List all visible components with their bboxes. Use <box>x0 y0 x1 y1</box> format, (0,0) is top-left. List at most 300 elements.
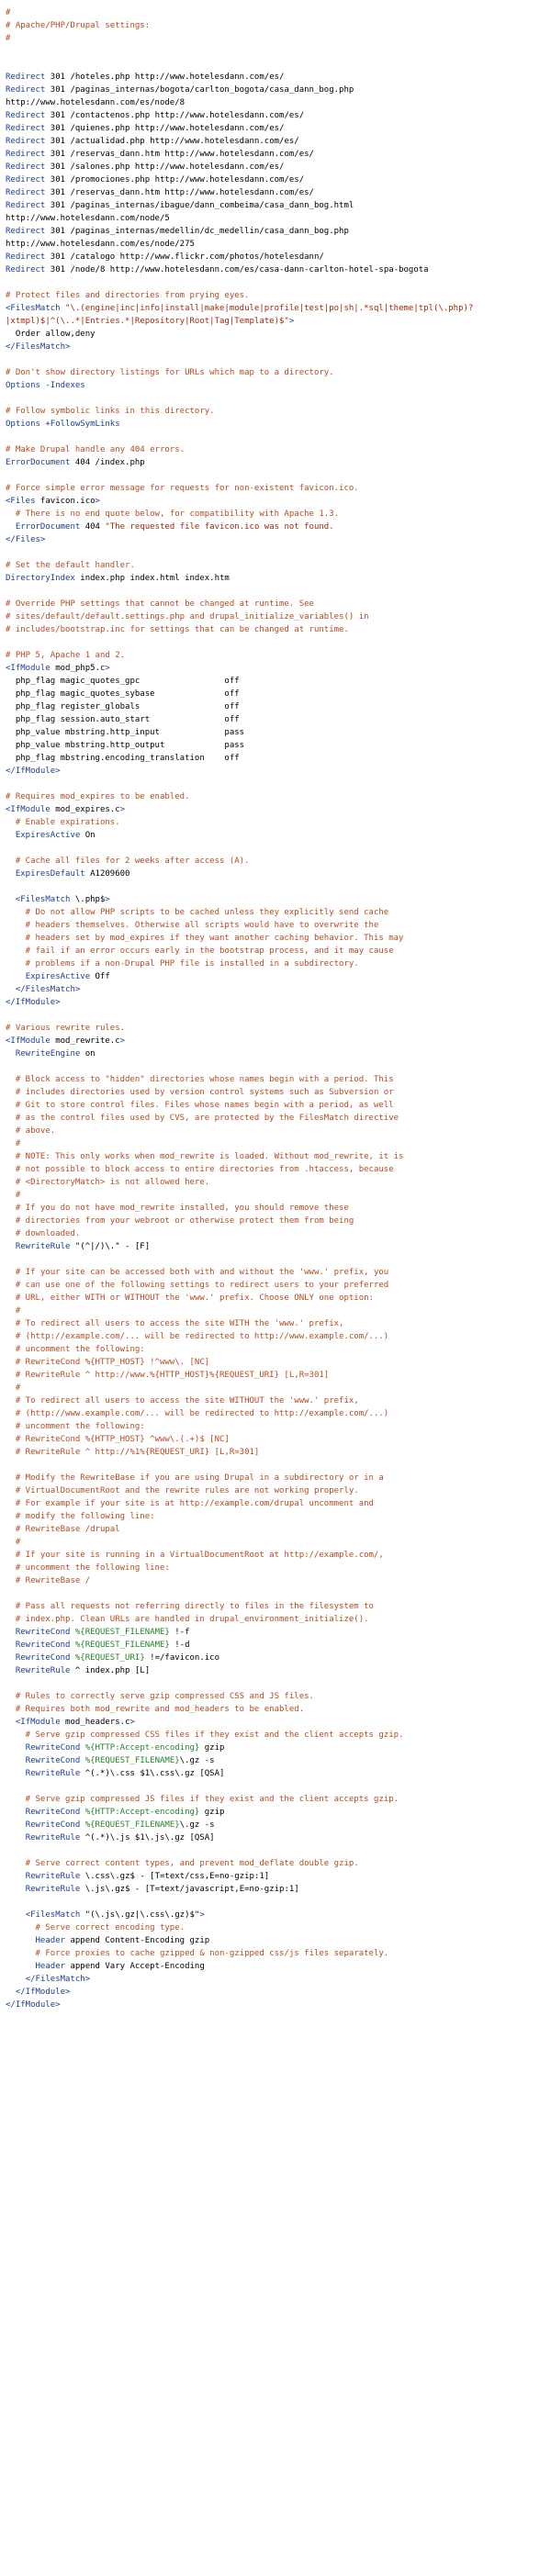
code-token-comment: # Block access to "hidden" directories whose names begin with a period. This <box>6 1075 394 1084</box>
code-token-text <box>6 1628 16 1637</box>
code-line <box>6 932 551 945</box>
code-token-text: php_flag register_globals off <box>6 702 240 711</box>
code-token-text: !-d <box>169 1641 190 1650</box>
code-token-comment: # includes/bootstrap.inc for settings that can be changed at runtime. <box>6 625 349 634</box>
code-token-directive: Redirect <box>6 227 46 236</box>
code-line <box>6 623 551 636</box>
code-token-comment: # Apache/PHP/Drupal settings: <box>6 21 151 30</box>
code-line <box>6 1009 551 1022</box>
code-token-text <box>6 1641 16 1650</box>
code-line <box>6 45 551 58</box>
code-line <box>6 1227 551 1240</box>
code-token-directive: RewriteRule <box>15 1242 71 1251</box>
code-token-directive: ErrorDocument <box>6 458 71 467</box>
code-token-comment: # (http://www.example.com/... will be redirected to http://example.com/...) <box>6 1409 389 1418</box>
code-line <box>6 713 551 726</box>
code-token-text: 301 /reservas_dann.htm http://www.hotelesdann.com/es/ <box>45 150 314 159</box>
code-token-text <box>6 1885 26 1894</box>
code-line <box>6 1536 551 1549</box>
code-line <box>6 688 551 700</box>
code-token-variable: %{HTTP:Accept-encoding} <box>84 1808 200 1817</box>
code-line <box>6 970 551 983</box>
code-line <box>6 1266 551 1279</box>
code-token-text <box>6 1962 36 1971</box>
code-line <box>6 1420 551 1433</box>
code-line <box>6 315 551 328</box>
code-token-text: append Vary Accept-Encoding <box>65 1962 205 1971</box>
code-token-variable: %{REQUEST_FILENAME} <box>74 1641 170 1650</box>
code-line <box>6 546 551 559</box>
code-token-comment: # If your site can be accessed both with and without the 'www.' prefix, you <box>6 1268 389 1277</box>
code-line <box>6 778 551 790</box>
code-token-comment: # headers set by mod_expires if they want another caching behavior. This may <box>6 934 404 943</box>
code-token-text <box>6 1653 16 1663</box>
code-line <box>6 1754 551 1767</box>
code-line <box>6 1857 551 1870</box>
code-line <box>6 6 551 19</box>
code-line <box>6 1305 551 1317</box>
code-token-text: php_flag mbstring.encoding_translation off <box>6 754 240 763</box>
code-token-comment: # Serve correct encoding type. <box>6 1923 186 1932</box>
code-token-directive: > <box>119 805 126 814</box>
code-token-directive: <FilesMatch <box>6 304 61 313</box>
code-token-string: "The requested file favicon.ico was not found. <box>105 522 334 532</box>
code-token-text: 301 /quienes.php http://www.hotelesdann.com/es/ <box>45 124 285 133</box>
code-line <box>6 559 551 572</box>
code-token-text: ^(.*)\.css $1\.css\.gz [QSA] <box>80 1769 225 1778</box>
code-token-text: !=/favicon.ico <box>144 1653 220 1663</box>
code-line <box>6 700 551 713</box>
code-line <box>6 456 551 469</box>
code-line <box>6 1330 551 1343</box>
code-line <box>6 842 551 855</box>
code-token-text: php_flag magic_quotes_sybase off <box>6 689 240 699</box>
code-line <box>6 161 551 174</box>
code-line <box>6 418 551 431</box>
code-token-text: mod_php5.c <box>50 664 106 673</box>
code-token-text <box>6 1242 16 1251</box>
code-token-text <box>6 1718 16 1727</box>
code-line <box>6 431 551 443</box>
code-token-comment: # index.php. Clean URLs are handled in drupal_environment_initialize(). <box>6 1615 369 1624</box>
code-line <box>6 1574 551 1587</box>
code-token-text: gzip <box>199 1808 225 1817</box>
code-token-directive: Header <box>35 1936 66 1945</box>
code-token-text: append Content-Encoding gzip <box>65 1936 210 1945</box>
code-line <box>6 1022 551 1035</box>
code-line <box>6 328 551 341</box>
code-line <box>6 1099 551 1112</box>
code-line <box>6 1137 551 1150</box>
code-line <box>6 1253 551 1266</box>
code-line <box>6 855 551 868</box>
code-line <box>6 945 551 958</box>
code-line <box>6 585 551 598</box>
code-token-comment: # RewriteRule ^ http://%1%{REQUEST_URI} [L,R=301] <box>6 1448 260 1457</box>
code-token-text <box>6 1808 26 1817</box>
code-token-text: gzip <box>199 1743 225 1753</box>
code-line <box>6 71 551 84</box>
code-token-text: ^(.*)\.js $1\.js\.gz [QSA] <box>80 1833 215 1842</box>
code-token-directive: +FollowSymLinks <box>45 420 120 429</box>
code-line <box>6 996 551 1009</box>
code-token-directive: Redirect <box>6 85 46 95</box>
code-token-comment: # Force proxies to cache gzipped & non-gzipped css/js files separately. <box>6 1949 389 1958</box>
code-line <box>6 1742 551 1754</box>
code-token-text: http://www.hotelesdann.com/es/node/275 <box>6 240 195 249</box>
code-token-text: favicon.ico <box>35 497 96 506</box>
code-token-text: 301 /catalogo http://www.flickr.com/photos/hotelesdann/ <box>45 252 324 262</box>
code-token-text: 404 /index.php <box>70 458 145 467</box>
code-line <box>6 1497 551 1510</box>
code-token-comment: # Do not allow PHP scripts to be cached unless they explicitly send cache <box>6 908 389 917</box>
code-token-text: php_value mbstring.http_input pass <box>6 728 245 737</box>
code-token-comment: # sites/default/default.settings.php and drupal_initialize_variables() in <box>6 612 369 622</box>
code-token-text: mod_rewrite.c <box>50 1036 120 1046</box>
code-token-directive: RewriteCond <box>15 1641 71 1650</box>
code-token-directive: > <box>129 1718 135 1727</box>
code-line <box>6 1664 551 1677</box>
code-token-text <box>6 1820 26 1830</box>
code-line <box>6 1729 551 1742</box>
code-line <box>6 880 551 893</box>
code-line <box>6 1613 551 1626</box>
code-token-directive: > <box>95 497 100 506</box>
code-token-text <box>6 1833 26 1842</box>
code-line <box>6 1073 551 1086</box>
code-token-text <box>6 1988 16 1997</box>
code-line <box>6 212 551 225</box>
code-token-directive: > <box>119 1036 126 1046</box>
code-token-directive: </Files> <box>6 535 46 544</box>
code-token-directive: RewriteCond <box>25 1756 81 1765</box>
code-token-comment: # <box>6 8 11 17</box>
code-token-directive: Redirect <box>6 124 46 133</box>
code-line <box>6 495 551 508</box>
code-token-text: php_value mbstring.http_output pass <box>6 741 245 750</box>
code-token-comment: # Don't show directory listings for URLs which map to a directory. <box>6 368 334 377</box>
code-token-comment: # Serve correct content types, and prevent mod_deflate double gzip. <box>6 1859 359 1868</box>
code-token-comment: # Protect files and directories from prying eyes. <box>6 291 250 300</box>
code-line <box>6 341 551 353</box>
code-line <box>6 1639 551 1652</box>
code-line <box>6 1793 551 1806</box>
code-line <box>6 1292 551 1305</box>
code-token-comment: # To redirect all users to access the site WITHOUT the 'www.' prefix, <box>6 1396 359 1406</box>
code-token-text: mod_headers.c <box>60 1718 130 1727</box>
code-token-text: "(\.js\.gz|\.css\.gz)$" <box>80 1910 200 1920</box>
code-token-text <box>6 1975 26 1984</box>
code-token-directive: <IfModule <box>6 664 51 673</box>
code-line <box>6 1433 551 1446</box>
code-token-comment: # RewriteRule ^ http://www.%{HTTP_HOST}%{REQUEST_URI} [L,R=301] <box>6 1371 330 1380</box>
code-token-text: \.css\.gz$ - [T=text/css,E=no-gzip:1] <box>80 1872 270 1881</box>
code-token-directive: Redirect <box>6 150 46 159</box>
code-token-directive: RewriteCond <box>15 1628 71 1637</box>
code-token-comment: # Serve gzip compressed JS files if they exist and the client accepts gzip. <box>6 1795 399 1804</box>
code-token-directive: RewriteRule <box>25 1833 81 1842</box>
code-token-comment: # downloaded. <box>6 1229 81 1238</box>
code-token-text: 301 /paginas_internas/ibague/dann_combeima/casa_dann_bog.html <box>45 201 354 210</box>
code-token-directive: Redirect <box>6 175 46 185</box>
code-line <box>6 1921 551 1934</box>
code-token-comment: # <box>6 1139 21 1148</box>
code-line <box>6 1999 551 2011</box>
code-line <box>6 1317 551 1330</box>
code-token-comment: # Follow symbolic links in this directory. <box>6 407 215 416</box>
code-line <box>6 109 551 122</box>
code-token-variable: %{REQUEST_FILENAME} <box>74 1628 170 1637</box>
code-token-text <box>6 985 16 994</box>
code-line <box>6 1163 551 1176</box>
code-token-comment: # <DirectoryMatch> is not allowed here. <box>6 1178 210 1187</box>
code-token-text <box>6 522 16 532</box>
code-token-directive: RewriteCond <box>25 1820 81 1830</box>
code-line <box>6 1831 551 1844</box>
code-token-comment: # Serve gzip compressed CSS files if they exist and the client accepts gzip. <box>6 1730 404 1740</box>
code-token-comment: # Set the default handler. <box>6 561 135 570</box>
code-line <box>6 919 551 932</box>
code-line <box>6 1407 551 1420</box>
code-token-directive: </IfModule> <box>15 1988 71 1997</box>
code-line <box>6 135 551 148</box>
code-token-directive: RewriteRule <box>25 1872 81 1881</box>
code-token-text: ^ index.php [L] <box>70 1666 151 1675</box>
code-token-string: |xtmpl)$|^(\..*|Entries.*|Repository|Root|Tag|Template)$" <box>6 317 289 326</box>
code-token-text: \.js\.gz$ - [T=text/javascript,E=no-gzip:1] <box>80 1885 299 1894</box>
code-line <box>6 1870 551 1883</box>
code-token-directive: RewriteCond <box>15 1653 71 1663</box>
code-line <box>6 1240 551 1253</box>
code-token-comment: # For example if your site is at http://example.com/drupal uncomment and <box>6 1499 374 1508</box>
code-line <box>6 469 551 482</box>
code-token-text <box>6 1666 16 1675</box>
code-token-directive: Redirect <box>6 252 46 262</box>
code-line <box>6 572 551 585</box>
code-line <box>6 1934 551 1947</box>
code-token-comment: # as the control files used by CVS, are protected by the FilesMatch directive <box>6 1114 399 1123</box>
code-token-comment: # RewriteCond %{HTTP_HOST} ^www\.(.+)$ [NC] <box>6 1435 230 1444</box>
code-token-text: Off <box>90 972 110 981</box>
code-token-text: 404 <box>80 522 106 532</box>
code-line <box>6 868 551 880</box>
code-line <box>6 276 551 289</box>
code-token-text: \.php$ <box>70 895 106 904</box>
code-token-directive: > <box>199 1910 205 1920</box>
code-line <box>6 1279 551 1292</box>
code-token-text <box>6 1756 26 1765</box>
code-line <box>6 199 551 212</box>
code-token-text: 301 /reservas_dann.htm http://www.hotelesdann.com/es/ <box>45 188 314 197</box>
code-line <box>6 405 551 418</box>
code-token-comment: # <box>6 1191 21 1200</box>
code-token-comment: # VirtualDocumentRoot and the rewrite rules are not working properly. <box>6 1486 359 1495</box>
code-token-text <box>6 1049 16 1058</box>
code-line <box>6 675 551 688</box>
code-line <box>6 1896 551 1909</box>
code-line <box>6 1844 551 1857</box>
code-token-comment: # If you do not have mod_rewrite installed, you should remove these <box>6 1204 349 1213</box>
code-token-comment: # Override PHP settings that cannot be changed at runtime. See <box>6 599 314 609</box>
code-token-comment: # Cache all files for 2 weeks after access (A). <box>6 857 250 866</box>
code-token-text: Order allow,deny <box>6 330 96 339</box>
code-line <box>6 1780 551 1793</box>
code-token-comment: # directories from your webroot or otherwise protect them from being <box>6 1216 354 1226</box>
code-line <box>6 958 551 970</box>
code-token-text: \.gz -s <box>179 1820 215 1830</box>
code-line <box>6 1716 551 1729</box>
code-line <box>6 84 551 96</box>
code-token-text: on <box>80 1049 96 1058</box>
code-token-string: "\.(engine|inc|info|install|make|module|profile|test|po|sh|.*sql|theme|tpl(\.php)? <box>60 304 474 313</box>
code-token-directive: RewriteEngine <box>15 1049 81 1058</box>
code-token-comment: # (http://example.com/... will be redirected to http://www.example.com/...) <box>6 1332 389 1341</box>
code-line <box>6 610 551 623</box>
code-token-comment: # RewriteCond %{HTTP_HOST} !^www\. [NC] <box>6 1358 210 1367</box>
code-token-directive: > <box>105 895 110 904</box>
code-token-directive: ExpiresActive <box>15 831 81 840</box>
code-token-comment: # Requires both mod_rewrite and mod_headers to be enabled. <box>6 1705 305 1714</box>
code-token-directive: <IfModule <box>6 1036 51 1046</box>
code-line <box>6 521 551 533</box>
code-token-comment: # <box>6 1538 21 1547</box>
code-line <box>6 251 551 263</box>
code-line <box>6 1112 551 1125</box>
code-line <box>6 790 551 803</box>
code-line <box>6 1587 551 1600</box>
code-token-text: "(^|/)\." - [F] <box>70 1242 151 1251</box>
code-token-text: 301 /actualidad.php http://www.hotelesdann.com/es/ <box>45 137 299 146</box>
code-token-directive: RewriteRule <box>25 1769 81 1778</box>
code-line <box>6 816 551 829</box>
code-token-comment: # NOTE: This only works when mod_rewrite is loaded. Without mod_rewrite, it is <box>6 1152 404 1161</box>
code-token-directive: Redirect <box>6 162 46 172</box>
code-line <box>6 1690 551 1703</box>
code-token-comment: # Rules to correctly serve gzip compressed CSS and JS files. <box>6 1692 314 1701</box>
code-token-directive: Options <box>6 381 40 390</box>
code-token-directive: <IfModule <box>6 805 51 814</box>
code-line <box>6 1472 551 1484</box>
code-token-text: 301 /node/8 http://www.hotelesdann.com/es/casa-dann-carlton-hotel-spa-bogota <box>45 265 429 274</box>
code-token-text: 301 /contactenos.php http://www.hotelesdann.com/es/ <box>45 111 305 120</box>
code-token-directive: Header <box>35 1962 66 1971</box>
code-token-directive: </IfModule> <box>6 998 61 1007</box>
code-line <box>6 1446 551 1459</box>
code-token-comment: # uncomment the following: <box>6 1422 145 1431</box>
code-token-variable: %{REQUEST_FILENAME} <box>84 1756 180 1765</box>
code-token-directive: RewriteRule <box>25 1885 81 1894</box>
code-token-comment: # If your site is running in a VirtualDocumentRoot at http://example.com/, <box>6 1551 384 1560</box>
code-line <box>6 803 551 816</box>
code-line <box>6 1819 551 1831</box>
code-token-text: \.gz -s <box>179 1756 215 1765</box>
code-token-directive: <FilesMatch <box>15 895 71 904</box>
code-line <box>6 1343 551 1356</box>
code-token-comment: # uncomment the following line: <box>6 1563 170 1573</box>
code-line <box>6 392 551 405</box>
code-token-comment: # Modify the RewriteBase if you are using Drupal in a subdirectory or in a <box>6 1473 384 1483</box>
code-token-comment: # To redirect all users to access the site WITH the 'www.' prefix, <box>6 1319 344 1328</box>
code-line <box>6 1947 551 1960</box>
code-token-comment: # Make Drupal handle any 404 errors. <box>6 445 186 454</box>
code-line <box>6 148 551 161</box>
code-token-directive: </IfModule> <box>6 2000 61 2010</box>
code-line <box>6 983 551 996</box>
code-line <box>6 508 551 521</box>
code-line <box>6 829 551 842</box>
code-token-comment: # modify the following line: <box>6 1512 155 1521</box>
code-token-comment: # can use one of the following settings to redirect users to your preferred <box>6 1281 389 1290</box>
code-token-comment: # <box>6 1306 21 1316</box>
code-token-comment: # Force simple error message for requests for non-existent favicon.ico. <box>6 484 359 493</box>
code-token-text: On <box>80 831 96 840</box>
code-token-directive: DirectoryIndex <box>6 574 75 583</box>
code-token-comment: # above. <box>6 1126 56 1136</box>
code-token-comment: # uncomment the following: <box>6 1345 145 1354</box>
code-token-text <box>6 895 16 904</box>
code-line <box>6 1677 551 1690</box>
code-token-directive: Redirect <box>6 188 46 197</box>
code-token-text: A1209600 <box>84 869 130 879</box>
code-line <box>6 225 551 238</box>
code-line <box>6 1086 551 1099</box>
code-token-directive: RewriteCond <box>25 1743 81 1753</box>
code-token-directive: <Files <box>6 497 36 506</box>
code-token-directive: RewriteRule <box>15 1666 71 1675</box>
code-token-comment: # Requires mod_expires to be enabled. <box>6 792 190 801</box>
code-token-text <box>6 831 16 840</box>
code-line <box>6 739 551 752</box>
code-token-comment: # RewriteBase /drupal <box>6 1525 120 1534</box>
code-token-directive: ErrorDocument <box>15 522 81 532</box>
code-token-text: !-f <box>169 1628 190 1637</box>
code-token-text: 301 /paginas_internas/medellin/dc_medellin/casa_dann_bog.php <box>45 227 349 236</box>
code-token-variable: %{REQUEST_URI} <box>74 1653 145 1663</box>
code-token-comment: # not possible to block access to entire directories from .htaccess, because <box>6 1165 394 1174</box>
code-line <box>6 443 551 456</box>
code-line <box>6 1202 551 1215</box>
code-line <box>6 752 551 765</box>
code-line <box>6 238 551 251</box>
code-line <box>6 1394 551 1407</box>
code-token-text <box>6 1936 36 1945</box>
code-token-comment: # Pass all requests not referring directly to files in the filesystem to <box>6 1602 374 1611</box>
code-line <box>6 765 551 778</box>
code-line <box>6 906 551 919</box>
code-line <box>6 289 551 302</box>
code-token-comment: # problems if a non-Drupal PHP file is installed in a subdirectory. <box>6 959 359 969</box>
code-line <box>6 1035 551 1047</box>
code-token-comment: # Various rewrite rules. <box>6 1024 126 1033</box>
code-token-comment: # PHP 5, Apache 1 and 2. <box>6 651 126 660</box>
code-token-directive: Redirect <box>6 201 46 210</box>
code-line <box>6 1484 551 1497</box>
code-line <box>6 1060 551 1073</box>
code-token-text <box>6 869 16 879</box>
code-token-directive: </IfModule> <box>6 767 61 776</box>
code-line <box>6 1600 551 1613</box>
code-line <box>6 122 551 135</box>
code-line <box>6 598 551 610</box>
code-token-text: 301 /salones.php http://www.hotelesdann.com/es/ <box>45 162 285 172</box>
code-line <box>6 1150 551 1163</box>
code-line <box>6 353 551 366</box>
code-line <box>6 1382 551 1394</box>
code-line <box>6 482 551 495</box>
code-line <box>6 1806 551 1819</box>
code-token-directive: > <box>288 317 295 326</box>
code-line <box>6 1356 551 1369</box>
